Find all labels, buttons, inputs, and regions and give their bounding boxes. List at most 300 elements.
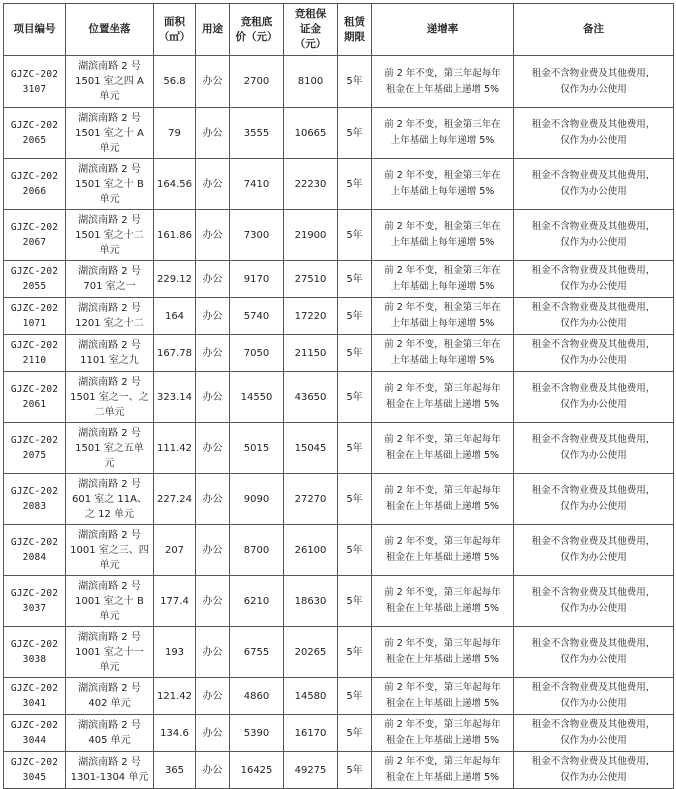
cell-area-text: 164	[164, 310, 185, 322]
cell-area	[154, 261, 196, 298]
cell-location	[66, 372, 154, 423]
cell-location	[66, 298, 154, 335]
cell-deposit	[284, 335, 338, 372]
cell-note-text: 仅作为办公使用	[560, 318, 627, 329]
cell-rate	[372, 752, 514, 789]
cell-id-text: GJZC-202	[10, 486, 59, 497]
cell-use-text: 办公	[202, 229, 223, 241]
cell-rate-text: 租金在上年基础上递增 5%	[385, 450, 500, 461]
cell-note-text: 仅作为办公使用	[560, 501, 627, 512]
cell-rate-text: 前 2 年不变，租金第三年在	[384, 265, 501, 276]
cell-rate-text: 前 2 年不变，第三年起每年	[384, 434, 501, 445]
cell-deposit	[284, 210, 338, 261]
header-term: 租赁 期限	[338, 4, 372, 56]
cell-rate-text: 租金在上年基础上递增 5%	[385, 735, 500, 746]
cell-id-text: 3044	[22, 735, 47, 746]
cell-location	[66, 423, 154, 474]
cell-id-text: GJZC-202	[10, 120, 59, 131]
cell-rate	[372, 108, 514, 159]
cell-note-text: 租金不含物业费及其他费用，	[531, 719, 656, 730]
cell-location-text: 1501 室之五单	[75, 442, 144, 454]
cell-area-text: 79	[168, 127, 181, 139]
table-row	[4, 210, 674, 261]
cell-use-text: 办公	[202, 391, 223, 403]
table-row	[4, 678, 674, 715]
cell-base-price-text: 5740	[243, 310, 270, 322]
cell-location-text: 402 单元	[88, 698, 131, 709]
cell-use	[196, 525, 230, 576]
cell-rate-text: 前 2 年不变，第三年起每年	[384, 756, 501, 767]
cell-term	[338, 159, 372, 210]
cell-area	[154, 715, 196, 752]
cell-area	[154, 423, 196, 474]
cell-location-text: 单元	[99, 661, 120, 673]
cell-note	[514, 372, 674, 423]
cell-note-text: 租金不含物业费及其他费用，	[531, 221, 656, 232]
cell-location-text: 湖滨南路 2 号	[78, 720, 141, 731]
cell-rate	[372, 372, 514, 423]
cell-note-text: 租金不含物业费及其他费用，	[531, 536, 656, 547]
cell-term-text: 5年	[346, 442, 363, 454]
cell-location-text: 405 单元	[88, 735, 131, 746]
cell-deposit	[284, 627, 338, 678]
cell-use-text: 办公	[202, 595, 223, 607]
cell-base-price	[230, 474, 284, 525]
cell-area	[154, 56, 196, 108]
cell-id	[4, 474, 66, 525]
cell-rate-text: 前 2 年不变，租金第三年在	[384, 119, 501, 130]
cell-use	[196, 261, 230, 298]
cell-base-price	[230, 423, 284, 474]
cell-area-text: 161.86	[157, 229, 192, 241]
cell-id-text: 3041	[22, 698, 47, 709]
cell-rate-text: 租金在上年基础上递增 5%	[385, 83, 500, 95]
cell-base-price	[230, 576, 284, 627]
cell-location-text: 单元	[99, 244, 120, 256]
cell-note	[514, 108, 674, 159]
cell-rate	[372, 474, 514, 525]
cell-id-text: GJZC-202	[10, 683, 59, 694]
cell-id-text: GJZC-202	[10, 639, 59, 650]
cell-base-price	[230, 108, 284, 159]
cell-id	[4, 627, 66, 678]
cell-deposit-text: 49275	[294, 764, 327, 776]
cell-location	[66, 210, 154, 261]
cell-rate	[372, 210, 514, 261]
cell-note-text: 租金不含物业费及其他费用，	[531, 756, 656, 767]
cell-use-text: 办公	[202, 273, 223, 285]
cell-deposit-text: 18630	[294, 595, 327, 607]
cell-deposit	[284, 678, 338, 715]
cell-location	[66, 335, 154, 372]
cell-note-text: 仅作为办公使用	[560, 772, 627, 783]
cell-term	[338, 298, 372, 335]
cell-id-text: 3037	[22, 603, 47, 614]
cell-deposit-text: 21150	[294, 347, 327, 359]
cell-location-text: 1301-1304 单元	[70, 772, 149, 783]
cell-note	[514, 423, 674, 474]
cell-deposit	[284, 159, 338, 210]
cell-note-text: 仅作为办公使用	[560, 698, 627, 709]
cell-use-text: 办公	[202, 544, 223, 556]
cell-note-text: 仅作为办公使用	[560, 135, 627, 146]
cell-location-text: 701 室之一	[83, 281, 136, 292]
cell-note-text: 租金不含物业费及其他费用，	[531, 434, 656, 445]
cell-id	[4, 298, 66, 335]
cell-area-text: 134.6	[160, 727, 189, 739]
cell-use	[196, 423, 230, 474]
cell-rate-text: 租金在上年基础上递增 5%	[385, 654, 500, 665]
cell-id	[4, 423, 66, 474]
cell-area	[154, 474, 196, 525]
table-row	[4, 576, 674, 627]
header-row	[4, 4, 674, 56]
table-row	[4, 298, 674, 335]
cell-base-price-text: 16425	[240, 764, 273, 776]
cell-location-text: 二单元	[94, 406, 125, 418]
cell-rate-text: 上年基础上每年递增 5%	[390, 355, 495, 366]
cell-location-text: 1101 室之九	[80, 355, 139, 366]
cell-note-text: 仅作为办公使用	[560, 552, 627, 563]
cell-use	[196, 108, 230, 159]
cell-location-text: 湖滨南路 2 号	[78, 631, 141, 643]
cell-location	[66, 752, 154, 789]
cell-id	[4, 335, 66, 372]
cell-term	[338, 372, 372, 423]
cell-term	[338, 576, 372, 627]
table-body	[4, 56, 674, 789]
cell-id	[4, 752, 66, 789]
cell-note-text: 租金不含物业费及其他费用，	[531, 265, 656, 276]
cell-rate-text: 前 2 年不变，第三年起每年	[384, 485, 501, 496]
cell-location	[66, 576, 154, 627]
header-area: 面积 （㎡）	[154, 4, 196, 56]
cell-use	[196, 210, 230, 261]
cell-use	[196, 159, 230, 210]
cell-id-text: GJZC-202	[10, 384, 59, 395]
cell-deposit-text: 26100	[294, 544, 327, 556]
cell-area	[154, 372, 196, 423]
cell-rate-text: 租金在上年基础上递增 5%	[385, 603, 500, 614]
cell-deposit	[284, 298, 338, 335]
cell-deposit-text: 14580	[294, 690, 327, 702]
cell-note	[514, 678, 674, 715]
cell-note-text: 租金不含物业费及其他费用，	[531, 339, 656, 350]
cell-term	[338, 678, 372, 715]
cell-area-text: 121.42	[157, 690, 192, 702]
cell-area-text: 111.42	[157, 442, 192, 454]
cell-note-text: 仅作为办公使用	[560, 186, 627, 197]
cell-id-text: 2084	[22, 552, 47, 563]
cell-use-text: 办公	[202, 493, 223, 505]
cell-area-text: 229.12	[157, 273, 192, 285]
cell-id	[4, 261, 66, 298]
cell-deposit	[284, 261, 338, 298]
cell-base-price	[230, 372, 284, 423]
cell-id-text: 3038	[22, 654, 47, 665]
cell-term-text: 5年	[346, 493, 363, 505]
cell-note	[514, 298, 674, 335]
cell-deposit-text: 16170	[294, 727, 327, 739]
cell-note-text: 仅作为办公使用	[560, 603, 627, 614]
cell-note	[514, 56, 674, 108]
cell-term	[338, 261, 372, 298]
cell-location-text: 601 室之 11A、	[71, 493, 147, 505]
cell-id	[4, 678, 66, 715]
cell-term-text: 5年	[346, 595, 363, 607]
cell-use	[196, 474, 230, 525]
cell-id-text: 2065	[22, 135, 47, 146]
cell-term	[338, 56, 372, 108]
cell-area-text: 167.78	[157, 347, 192, 359]
cell-rate	[372, 423, 514, 474]
cell-rate-text: 上年基础上每年递增 5%	[390, 318, 495, 329]
cell-note-text: 租金不含物业费及其他费用，	[531, 383, 656, 394]
cell-deposit	[284, 423, 338, 474]
cell-location	[66, 678, 154, 715]
cell-base-price-text: 7300	[243, 229, 270, 241]
cell-area-text: 323.14	[157, 391, 192, 403]
cell-rate	[372, 678, 514, 715]
cell-location	[66, 525, 154, 576]
cell-location	[66, 474, 154, 525]
cell-base-price-text: 5390	[243, 727, 270, 739]
cell-location-text: 1001 室之十 B	[75, 595, 144, 607]
cell-base-price	[230, 210, 284, 261]
cell-term-text: 5年	[346, 646, 363, 658]
table-row	[4, 423, 674, 474]
cell-id-text: GJZC-202	[10, 720, 59, 731]
cell-note-text: 仅作为办公使用	[560, 281, 627, 292]
cell-use	[196, 576, 230, 627]
cell-id-text: 3045	[22, 772, 47, 783]
cell-note	[514, 474, 674, 525]
cell-area	[154, 335, 196, 372]
cell-location-text: 湖滨南路 2 号	[78, 61, 141, 72]
cell-use-text: 办公	[202, 442, 223, 454]
cell-id-text: GJZC-202	[10, 266, 59, 277]
cell-location-text: 1501 室之一、之	[70, 391, 149, 403]
cell-note-text: 仅作为办公使用	[560, 735, 627, 746]
cell-location-text: 单元	[99, 91, 120, 102]
cell-rate	[372, 627, 514, 678]
cell-rate-text: 租金在上年基础上递增 5%	[385, 501, 500, 512]
cell-use-text: 办公	[202, 764, 223, 776]
cell-area	[154, 576, 196, 627]
cell-deposit	[284, 56, 338, 108]
cell-rate-text: 上年基础上每年递增 5%	[390, 237, 495, 248]
cell-location-text: 湖滨南路 2 号	[78, 266, 141, 277]
cell-note-text: 仅作为办公使用	[560, 450, 627, 461]
cell-rate-text: 前 2 年不变，租金第三年在	[384, 302, 501, 313]
cell-term-text: 5年	[346, 690, 363, 702]
cell-base-price-text: 14550	[240, 391, 273, 403]
cell-use	[196, 56, 230, 108]
cell-use-text: 办公	[202, 646, 223, 658]
cell-id-text: 2067	[22, 237, 47, 248]
table-row	[4, 261, 674, 298]
cell-use	[196, 298, 230, 335]
cell-term-text: 5年	[346, 273, 363, 285]
cell-note	[514, 335, 674, 372]
cell-base-price	[230, 678, 284, 715]
cell-term	[338, 752, 372, 789]
cell-rate-text: 上年基础上每年递增 5%	[390, 135, 495, 146]
cell-location	[66, 159, 154, 210]
cell-deposit-text: 15045	[294, 442, 327, 454]
cell-area	[154, 752, 196, 789]
cell-base-price	[230, 525, 284, 576]
cell-note	[514, 752, 674, 789]
cell-note-text: 租金不含物业费及其他费用，	[531, 682, 656, 693]
cell-term	[338, 715, 372, 752]
cell-id	[4, 525, 66, 576]
cell-location-text: 1501 室之十 B	[75, 178, 144, 190]
cell-base-price-text: 6210	[243, 595, 270, 607]
cell-term	[338, 335, 372, 372]
cell-deposit	[284, 752, 338, 789]
cell-location-text: 1501 室之十 A	[75, 127, 144, 139]
cell-note-text: 租金不含物业费及其他费用，	[531, 302, 656, 313]
cell-id-text: GJZC-202	[10, 435, 59, 446]
cell-term-text: 5年	[346, 178, 363, 190]
cell-id-text: GJZC-202	[10, 757, 59, 768]
cell-id	[4, 108, 66, 159]
table-row	[4, 372, 674, 423]
cell-deposit-text: 27510	[294, 273, 327, 285]
cell-location-text: 1501 室之十二	[75, 229, 144, 241]
cell-location-text: 之 12 单元	[84, 508, 135, 520]
cell-rate	[372, 56, 514, 108]
cell-term	[338, 474, 372, 525]
cell-note-text: 租金不含物业费及其他费用，	[531, 587, 656, 598]
cell-deposit-text: 43650	[294, 391, 327, 403]
cell-base-price-text: 2700	[243, 76, 270, 87]
cell-id-text: GJZC-202	[10, 537, 59, 548]
cell-location-text: 湖滨南路 2 号	[78, 580, 141, 592]
cell-base-price-text: 4860	[243, 690, 270, 702]
cell-id-text: GJZC-202	[10, 303, 59, 314]
cell-term-text: 5年	[346, 544, 363, 556]
cell-base-price	[230, 627, 284, 678]
cell-location-text: 湖滨南路 2 号	[78, 376, 141, 388]
cell-area-text: 56.8	[163, 76, 186, 87]
cell-base-price	[230, 56, 284, 108]
cell-term-text: 5年	[346, 727, 363, 739]
cell-base-price	[230, 159, 284, 210]
cell-location-text: 湖滨南路 2 号	[78, 112, 141, 124]
cell-note	[514, 159, 674, 210]
table-row	[4, 474, 674, 525]
cell-area-text: 177.4	[160, 595, 189, 607]
cell-id-text: GJZC-202	[10, 222, 59, 233]
cell-use-text: 办公	[202, 178, 223, 190]
cell-term	[338, 108, 372, 159]
cell-id-text: 1071	[22, 318, 47, 329]
table-row	[4, 525, 674, 576]
cell-id-text: GJZC-202	[10, 171, 59, 182]
cell-rate-text: 前 2 年不变，第三年起每年	[384, 587, 501, 598]
cell-rate-text: 前 2 年不变，租金第三年在	[384, 221, 501, 232]
cell-term	[338, 423, 372, 474]
cell-deposit	[284, 525, 338, 576]
cell-location	[66, 627, 154, 678]
cell-area	[154, 108, 196, 159]
cell-area-text: 164.56	[157, 178, 192, 190]
cell-rate	[372, 715, 514, 752]
cell-deposit-text: 21900	[294, 229, 327, 241]
cell-location-text: 单元	[99, 559, 120, 571]
cell-term-text: 5年	[346, 347, 363, 359]
cell-term	[338, 525, 372, 576]
cell-base-price	[230, 752, 284, 789]
cell-rate-text: 租金在上年基础上递增 5%	[385, 772, 500, 783]
cell-id-text: 2110	[22, 355, 47, 366]
cell-deposit	[284, 372, 338, 423]
cell-base-price	[230, 715, 284, 752]
cell-term-text: 5年	[346, 127, 363, 139]
cell-base-price-text: 7050	[243, 347, 270, 359]
cell-note	[514, 210, 674, 261]
cell-id-text: GJZC-202	[10, 340, 59, 351]
cell-rate-text: 前 2 年不变，第三年起每年	[384, 67, 501, 79]
cell-deposit-text: 10665	[294, 127, 327, 139]
cell-id	[4, 159, 66, 210]
cell-location-text: 1201 室之十二	[75, 318, 144, 329]
cell-id-text: GJZC-202	[10, 588, 59, 599]
cell-note-text: 租金不含物业费及其他费用，	[531, 67, 656, 79]
cell-term	[338, 627, 372, 678]
cell-base-price-text: 6755	[243, 646, 270, 658]
cell-note-text: 租金不含物业费及其他费用，	[531, 485, 656, 496]
table-row	[4, 159, 674, 210]
cell-base-price	[230, 298, 284, 335]
cell-rate-text: 上年基础上每年递增 5%	[390, 281, 495, 292]
cell-use-text: 办公	[202, 690, 223, 702]
cell-id-text: 2066	[22, 186, 47, 197]
cell-location-text: 元	[104, 457, 115, 469]
cell-note-text: 仅作为办公使用	[560, 654, 627, 665]
cell-use-text: 办公	[202, 76, 223, 87]
header-location: 位置坐落	[66, 4, 154, 56]
cell-term	[338, 210, 372, 261]
cell-location-text: 单元	[99, 142, 120, 154]
cell-rate-text: 上年基础上每年递增 5%	[390, 186, 495, 197]
header-rate: 递增率	[372, 4, 514, 56]
cell-use	[196, 715, 230, 752]
cell-rate-text: 前 2 年不变，第三年起每年	[384, 719, 501, 730]
cell-base-price	[230, 335, 284, 372]
cell-id-text: 2083	[22, 501, 47, 512]
cell-rate-text: 前 2 年不变，第三年起每年	[384, 536, 501, 547]
cell-note-text: 租金不含物业费及其他费用，	[531, 170, 656, 181]
cell-use-text: 办公	[202, 347, 223, 359]
cell-note	[514, 261, 674, 298]
cell-note-text: 租金不含物业费及其他费用，	[531, 119, 656, 130]
cell-note	[514, 627, 674, 678]
cell-location	[66, 56, 154, 108]
cell-id	[4, 372, 66, 423]
cell-rate-text: 前 2 年不变，第三年起每年	[384, 383, 501, 394]
cell-deposit-text: 22230	[294, 178, 327, 190]
table-row	[4, 627, 674, 678]
cell-rate-text: 租金在上年基础上递增 5%	[385, 552, 500, 563]
cell-area	[154, 627, 196, 678]
cell-note	[514, 576, 674, 627]
cell-area	[154, 159, 196, 210]
cell-note	[514, 525, 674, 576]
cell-deposit-text: 17220	[294, 310, 327, 322]
